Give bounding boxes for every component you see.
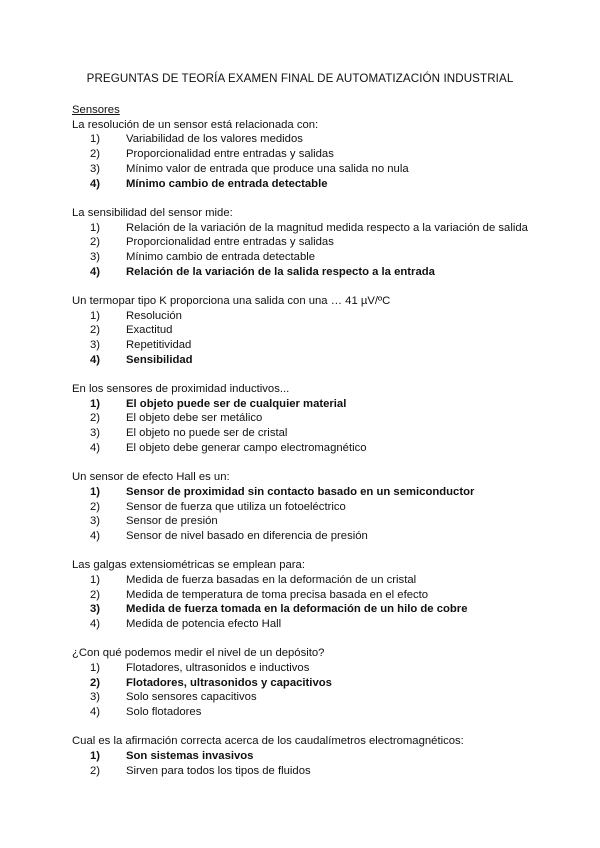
option-number: 4) (90, 265, 101, 278)
option-item (72, 514, 542, 529)
option-item (72, 338, 542, 353)
option-number: 2) (90, 676, 101, 689)
question-block (72, 470, 542, 544)
option-item-correct (72, 353, 542, 368)
question-text: Cual es la afirmación correcta acerca de los caudalímetros electromagnéticos: (72, 735, 464, 748)
option-text: El objeto debe ser metálico (126, 412, 263, 425)
option-item (72, 529, 542, 544)
question-text: La resolución de un sensor está relacionada con: (72, 118, 319, 131)
section-heading: Sensores (72, 104, 120, 116)
option-number: 1) (90, 133, 101, 146)
question-block (72, 294, 542, 368)
option-text: Son sistemas invasivos (126, 750, 254, 763)
option-text: Medida de potencia efecto Hall (126, 618, 282, 631)
option-text: Flotadores, ultrasonidos y capacitivos (126, 676, 332, 689)
question-text: ¿Con qué podemos medir el nivel de un depósito? (72, 647, 325, 660)
option-item (72, 221, 542, 236)
option-text: Medida de fuerza basadas en la deformación de un cristal (126, 573, 417, 586)
question-block (72, 206, 542, 280)
option-item-correct (72, 397, 542, 412)
option-text: Proporcionalidad entre entradas y salidas (126, 148, 334, 161)
option-number: 4) (90, 618, 101, 631)
option-number: 2) (90, 324, 101, 337)
option-text: Sirven para todos los tipos de fluidos (126, 764, 311, 777)
option-text: El objeto debe generar campo electromagnético (126, 441, 367, 454)
question-block (72, 118, 542, 192)
option-list (72, 397, 542, 456)
question-block (72, 646, 542, 720)
option-number: 3) (90, 603, 101, 616)
option-number: 4) (90, 441, 101, 454)
question-text: Un sensor de efecto Hall es un: (72, 471, 230, 484)
option-item (72, 309, 542, 324)
question-text: Las galgas extensiométricas se emplean para: (72, 559, 305, 572)
option-list (72, 749, 542, 778)
option-item (72, 441, 542, 456)
option-text: Mínimo valor de entrada que produce una salida no nula (126, 162, 409, 175)
option-text: Sensor de proximidad sin contacto basado en un semiconductor (126, 485, 475, 498)
option-item (72, 573, 542, 588)
option-number: 3) (90, 250, 101, 263)
option-list (72, 573, 542, 632)
question-block (72, 382, 542, 456)
option-list (72, 309, 542, 368)
option-item-correct (72, 602, 542, 617)
option-item (72, 426, 542, 441)
option-list (72, 221, 542, 280)
option-list (72, 661, 542, 720)
option-number: 2) (90, 588, 101, 601)
option-text: Flotadores, ultrasonidos e inductivos (126, 662, 310, 675)
option-text: Relación de la variación de la salida respecto a la entrada (126, 265, 435, 278)
option-item-correct (72, 676, 542, 691)
option-number: 3) (90, 339, 101, 352)
option-list (72, 132, 542, 191)
option-number: 4) (90, 706, 101, 719)
option-item (72, 411, 542, 426)
question-text: La sensibilidad del sensor mide: (72, 206, 233, 219)
option-number: 3) (90, 515, 101, 528)
option-text: Repetitividad (126, 339, 192, 352)
option-item (72, 617, 542, 632)
option-text: Proporcionalidad entre entradas y salidas (126, 236, 334, 249)
option-text: Resolución (126, 309, 182, 322)
option-text: Solo flotadores (126, 706, 202, 719)
option-item (72, 690, 542, 705)
option-number: 4) (90, 353, 101, 366)
option-text: Medida de temperatura de toma precisa basada en el efecto (126, 588, 429, 601)
option-text: Mínimo cambio de entrada detectable (126, 177, 328, 190)
option-item (72, 132, 542, 147)
question-text: Un termopar tipo K proporciona una salida con una … 41 µV/ºC (72, 294, 391, 307)
option-item (72, 147, 542, 162)
option-item (72, 764, 542, 779)
option-number: 2) (90, 500, 101, 513)
option-text: Medida de fuerza tomada en la deformación de un hilo de cobre (126, 603, 468, 616)
option-text: El objeto puede ser de cualquier material (126, 397, 347, 410)
option-text: Relación de la variación de la magnitud medida respecto a la variación de salida (126, 221, 528, 234)
option-list (72, 485, 542, 544)
option-item (72, 162, 542, 177)
option-number: 1) (90, 662, 101, 675)
option-text: Exactitud (126, 324, 173, 337)
option-item (72, 588, 542, 603)
option-number: 2) (90, 148, 101, 161)
option-number: 1) (90, 397, 101, 410)
option-number: 1) (90, 485, 101, 498)
question-text: En los sensores de proximidad inductivos... (72, 383, 290, 396)
option-text: Variabilidad de los valores medidos (126, 133, 303, 146)
option-number: 1) (90, 750, 101, 763)
option-item (72, 323, 542, 338)
option-item (72, 500, 542, 515)
option-text: Sensor de nivel basado en diferencia de presión (126, 529, 368, 542)
option-number: 2) (90, 236, 101, 249)
option-item-correct (72, 485, 542, 500)
option-number: 2) (90, 412, 101, 425)
option-number: 1) (90, 221, 101, 234)
option-number: 3) (90, 162, 101, 175)
option-number: 1) (90, 309, 101, 322)
option-text: Sensibilidad (126, 353, 193, 366)
option-item (72, 235, 542, 250)
option-number: 2) (90, 764, 101, 777)
option-text: Mínimo cambio de entrada detectable (126, 250, 316, 263)
option-number: 3) (90, 691, 101, 704)
option-number: 4) (90, 177, 101, 190)
page-title: PREGUNTAS DE TEORÍA EXAMEN FINAL DE AUTOMATIZACIÓN INDUSTRIAL (86, 72, 514, 85)
option-item (72, 250, 542, 265)
option-item (72, 705, 542, 720)
option-number: 1) (90, 573, 101, 586)
document-content (72, 103, 542, 793)
option-text: El objeto no puede ser de cristal (126, 427, 288, 440)
option-number: 4) (90, 529, 101, 542)
option-item-correct (72, 749, 542, 764)
option-text: Sensor de fuerza que utiliza un fotoeléctrico (126, 500, 346, 513)
question-list (72, 118, 542, 779)
option-number: 3) (90, 427, 101, 440)
option-text: Sensor de presión (126, 515, 218, 528)
option-item-correct (72, 177, 542, 192)
question-block (72, 558, 542, 632)
option-text: Solo sensores capacitivos (126, 691, 257, 704)
option-item (72, 661, 542, 676)
option-item-correct (72, 265, 542, 280)
question-block (72, 734, 542, 778)
